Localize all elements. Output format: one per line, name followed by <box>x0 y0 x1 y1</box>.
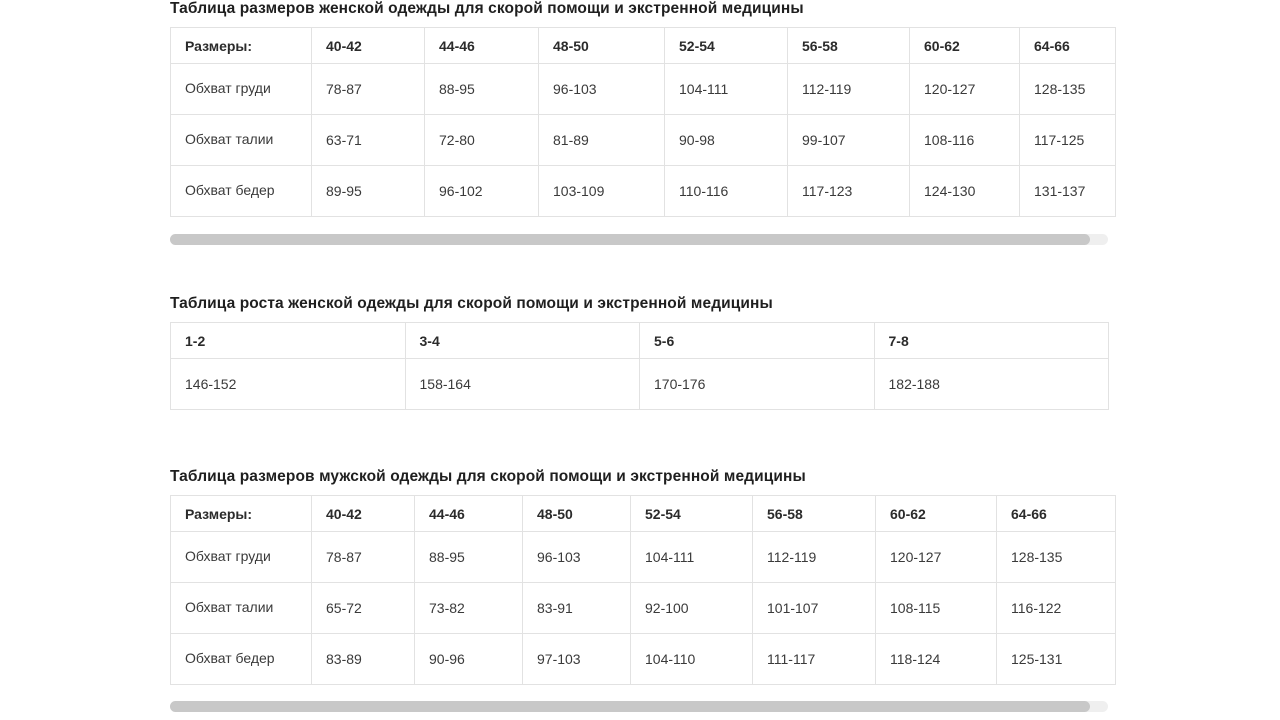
table-cell: 63-71 <box>312 115 425 166</box>
women-height-title: Таблица роста женской одежды для скорой помощи и экстренной медицины <box>170 295 773 312</box>
table-cell: 65-72 <box>312 583 415 634</box>
column-header-60-62: 60-62 <box>876 496 997 532</box>
column-header-7-8: 7-8 <box>874 323 1109 359</box>
table-cell: 88-95 <box>415 532 523 583</box>
women-size-scrollbar[interactable] <box>170 234 1108 245</box>
table-cell: 146-152 <box>171 359 406 410</box>
column-header-52-54: 52-54 <box>631 496 753 532</box>
table-cell: 101-107 <box>753 583 876 634</box>
women-size-title: Таблица размеров женской одежды для скорой помощи и экстренной медицины <box>170 0 804 17</box>
table-cell: 112-119 <box>788 64 910 115</box>
column-header-52-54: 52-54 <box>665 28 788 64</box>
women-height-table-body <box>171 359 1109 410</box>
row-label: Обхват талии <box>171 583 312 634</box>
table-cell: 96-103 <box>539 64 665 115</box>
women-size-table-body <box>171 64 1116 217</box>
column-header-64-66: 64-66 <box>997 496 1116 532</box>
table-cell: 108-116 <box>910 115 1020 166</box>
table-cell: 103-109 <box>539 166 665 217</box>
women-height-table <box>170 322 1109 410</box>
table-cell: 96-103 <box>523 532 631 583</box>
table-cell: 90-96 <box>415 634 523 685</box>
table-cell: 116-122 <box>997 583 1116 634</box>
row-label: Обхват груди <box>171 64 312 115</box>
men-size-scrollbar[interactable] <box>170 701 1108 712</box>
table-cell: 128-135 <box>997 532 1116 583</box>
table-header-row <box>171 496 1116 532</box>
table-cell: 81-89 <box>539 115 665 166</box>
table-cell: 112-119 <box>753 532 876 583</box>
column-header-56-58: 56-58 <box>753 496 876 532</box>
table-cell: 73-82 <box>415 583 523 634</box>
table-cell: 96-102 <box>425 166 539 217</box>
table-row <box>171 583 1116 634</box>
women-height-table-head <box>171 323 1109 359</box>
row-label: Обхват груди <box>171 532 312 583</box>
table-cell: 117-125 <box>1020 115 1116 166</box>
table-cell: 170-176 <box>640 359 875 410</box>
table-cell: 78-87 <box>312 532 415 583</box>
table-cell: 88-95 <box>425 64 539 115</box>
column-header-64-66: 64-66 <box>1020 28 1116 64</box>
men-size-section <box>170 468 1116 685</box>
table-cell: 120-127 <box>910 64 1020 115</box>
table-cell: 120-127 <box>876 532 997 583</box>
table-header-row <box>171 323 1109 359</box>
table-header-row <box>171 28 1116 64</box>
men-size-table <box>170 495 1116 685</box>
table-cell: 124-130 <box>910 166 1020 217</box>
table-cell: 131-137 <box>1020 166 1116 217</box>
column-header-60-62: 60-62 <box>910 28 1020 64</box>
women-height-section <box>170 295 1109 410</box>
table-cell: 99-107 <box>788 115 910 166</box>
table-cell: 72-80 <box>425 115 539 166</box>
table-cell: 117-123 <box>788 166 910 217</box>
row-label: Обхват бедер <box>171 166 312 217</box>
table-cell: 104-111 <box>631 532 753 583</box>
column-header-sizes: Размеры: <box>171 28 312 64</box>
scrollbar-thumb[interactable] <box>170 234 1090 245</box>
women-size-table <box>170 27 1116 217</box>
table-cell: 83-91 <box>523 583 631 634</box>
table-cell: 92-100 <box>631 583 753 634</box>
column-header-40-42: 40-42 <box>312 28 425 64</box>
table-cell: 125-131 <box>997 634 1116 685</box>
table-cell: 104-111 <box>665 64 788 115</box>
table-cell: 89-95 <box>312 166 425 217</box>
table-cell: 90-98 <box>665 115 788 166</box>
table-row <box>171 64 1116 115</box>
table-cell: 97-103 <box>523 634 631 685</box>
table-row <box>171 359 1109 410</box>
column-header-48-50: 48-50 <box>523 496 631 532</box>
table-cell: 118-124 <box>876 634 997 685</box>
men-size-title: Таблица размеров мужской одежды для скорой помощи и экстренной медицины <box>170 468 806 485</box>
table-cell: 78-87 <box>312 64 425 115</box>
column-header-5-6: 5-6 <box>640 323 875 359</box>
table-row <box>171 634 1116 685</box>
column-header-44-46: 44-46 <box>415 496 523 532</box>
table-cell: 108-115 <box>876 583 997 634</box>
table-cell: 83-89 <box>312 634 415 685</box>
men-size-table-head <box>171 496 1116 532</box>
table-row <box>171 166 1116 217</box>
table-cell: 158-164 <box>405 359 640 410</box>
column-header-1-2: 1-2 <box>171 323 406 359</box>
table-cell: 104-110 <box>631 634 753 685</box>
column-header-3-4: 3-4 <box>405 323 640 359</box>
table-cell: 128-135 <box>1020 64 1116 115</box>
column-header-44-46: 44-46 <box>425 28 539 64</box>
scrollbar-thumb[interactable] <box>170 701 1090 712</box>
women-size-table-head <box>171 28 1116 64</box>
column-header-sizes: Размеры: <box>171 496 312 532</box>
row-label: Обхват бедер <box>171 634 312 685</box>
women-size-section <box>170 0 1116 217</box>
column-header-48-50: 48-50 <box>539 28 665 64</box>
table-cell: 110-116 <box>665 166 788 217</box>
column-header-56-58: 56-58 <box>788 28 910 64</box>
column-header-40-42: 40-42 <box>312 496 415 532</box>
table-cell: 182-188 <box>874 359 1109 410</box>
table-row <box>171 115 1116 166</box>
row-label: Обхват талии <box>171 115 312 166</box>
men-size-table-body <box>171 532 1116 685</box>
table-cell: 111-117 <box>753 634 876 685</box>
table-row <box>171 532 1116 583</box>
